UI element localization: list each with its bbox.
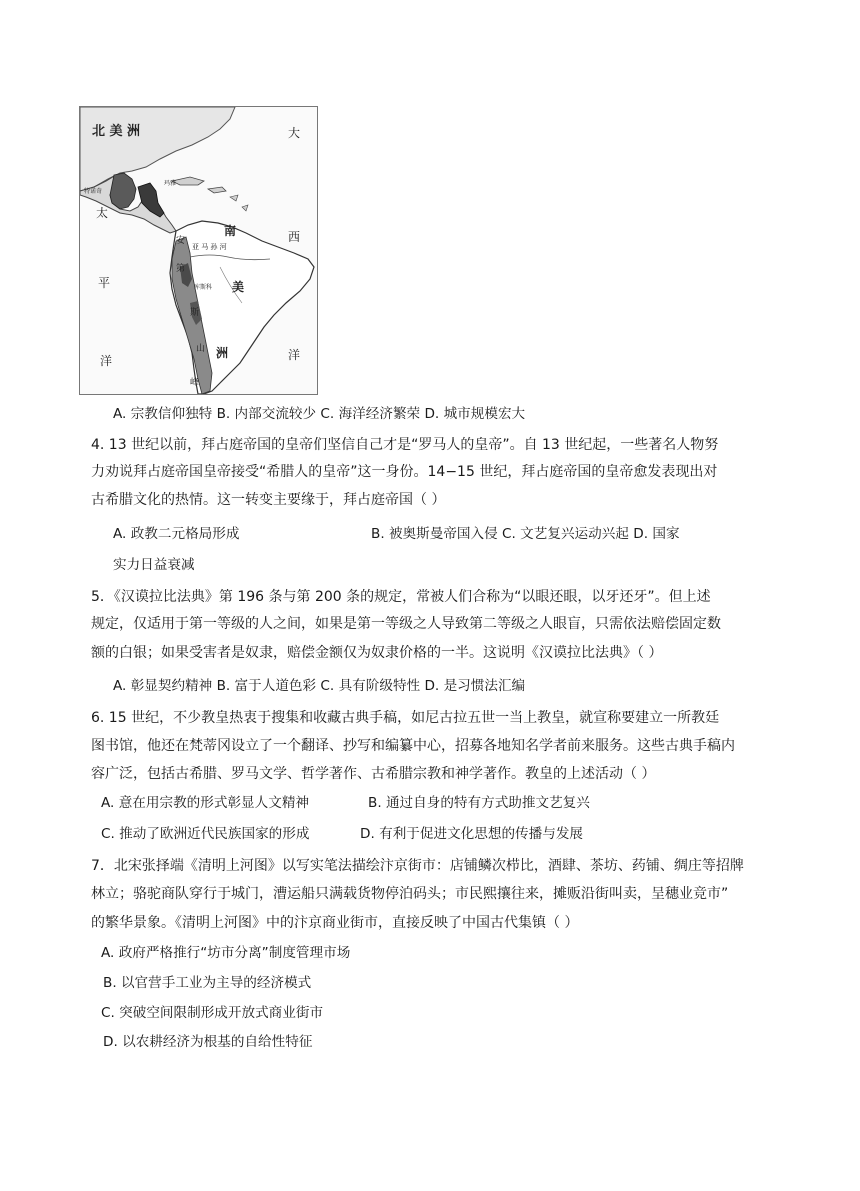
label-cusco: 库斯科 — [194, 284, 213, 291]
q6-option-c: C. 推动了欧洲近代民族国家的形成 — [101, 826, 310, 842]
label-north-america: 北 美 洲 — [92, 124, 141, 139]
q5-stem-line3: 额的白银；如果受害者是奴隶，赔偿金额仅为奴隶价格的一半。这说明《汉谟拉比法典》（ ） — [91, 645, 663, 661]
label-da: 大 — [288, 126, 301, 140]
label-si: 斯 — [190, 308, 200, 318]
q7-stem-line1: 7．北宋张择端《清明上河图》以写实笔法描绘汴京街市：店铺鳞次栉比，酒肆、茶坊、药铺、绸庄等招牌 — [91, 858, 744, 874]
q6-stem-line3: 容广泛，包括古希腊、罗马文学、哲学著作、古希腊宗教和神学著作。教皇的上述活动（ ） — [91, 766, 656, 782]
q6-option-b: B. 通过自身的特有方式助推文艺复兴 — [368, 795, 590, 811]
q4-stem-line1: 4. 13 世纪以前，拜占庭帝国的皇帝们坚信自己才是“罗马人的皇帝”。自 13 世纪起，一些著名人物努 — [91, 437, 719, 453]
label-di: 第 — [176, 264, 186, 274]
q7-stem-line2: 林立；骆驼商队穿行于城门，漕运船只满载货物停泊码头；市民熙攘往来，摊贩沿街叫卖，呈穗业竞市” — [91, 886, 729, 902]
label-shan: 山 — [196, 344, 206, 354]
q4-stem-line2: 力劝说拜占庭帝国皇帝接受“希腊人的皇帝”这一身份。14−15 世纪，拜占庭帝国的皇帝愈发表现出对 — [91, 464, 718, 480]
q6-option-a: A. 意在用宗教的形式彰显人文精神 — [101, 795, 310, 811]
q7-option-c: C. 突破空间限制形成开放式商业街市 — [101, 1005, 324, 1021]
map-drawing — [80, 107, 317, 394]
q7-option-b: B. 以官营手工业为主导的经济模式 — [103, 975, 312, 991]
q7-option-d: D. 以农耕经济为根基的自给性特征 — [103, 1034, 313, 1050]
q6-stem-line1: 6. 15 世纪，不少教皇热衷于搜集和收藏古典手稿，如尼古拉五世一当上教皇，就宣称要建立一所教廷 — [91, 710, 720, 726]
label-ping: 平 — [98, 276, 111, 290]
label-zhou: 洲 — [216, 346, 229, 360]
label-amazon: 亚 马 孙 河 — [192, 243, 227, 251]
q4-option-bcd: B. 被奥斯曼帝国入侵 C. 文艺复兴运动兴起 D. 国家 — [371, 526, 680, 542]
q5-options: A. 彰显契约精神 B. 富于人道色彩 C. 具有阶级特性 D. 是习惯法汇编 — [113, 678, 526, 694]
label-an: 安 — [176, 236, 186, 246]
q3-options: A. 宗教信仰独特 B. 内部交流较少 C. 海洋经济繁荣 D. 城市规模宏大 — [113, 406, 526, 422]
label-feng: 峰 — [190, 378, 200, 388]
label-tai: 太 — [96, 206, 109, 220]
q4-option-wrap: 实力日益衰减 — [113, 557, 195, 573]
label-xi: 西 — [288, 230, 301, 244]
label-maya: 玛雅 — [164, 180, 177, 187]
q4-stem-line3: 古希腊文化的热情。这一转变主要缘于，拜占庭帝国（ ） — [91, 492, 446, 508]
q4-option-a: A. 政教二元格局形成 — [113, 526, 240, 542]
q7-option-a: A. 政府严格推行“坊市分离”制度管理市场 — [101, 945, 351, 961]
label-nan: 南 — [224, 224, 237, 238]
label-yang-right: 洋 — [288, 348, 301, 362]
label-mei: 美 — [232, 280, 245, 294]
q5-stem-line2: 规定，仅适用于第一等级的人之间，如果是第一等级之人导致第二等级之人眼盲，只需依法赔偿固定数 — [91, 616, 721, 632]
label-yang-left: 洋 — [100, 354, 113, 368]
q7-stem-line3: 的繁华景象。《清明上河图》中的汴京商业街市，直接反映了中国古代集镇（ ） — [91, 915, 579, 931]
q6-stem-line2: 图书馆，他还在梵蒂冈设立了一个翻译、抄写和编纂中心，招募各地知名学者前来服务。这些古典手稿内 — [91, 738, 735, 754]
q5-stem-line1: 5．《汉谟拉比法典》第 196 条与第 200 条的规定，常被人们合称为“以眼还眼，以牙还牙”。但上述 — [91, 589, 711, 605]
q6-option-d: D. 有利于促进文化思想的传播与发展 — [360, 826, 584, 842]
label-tenochtitlan: 特诺奇 — [84, 188, 103, 195]
americas-map — [79, 106, 318, 395]
